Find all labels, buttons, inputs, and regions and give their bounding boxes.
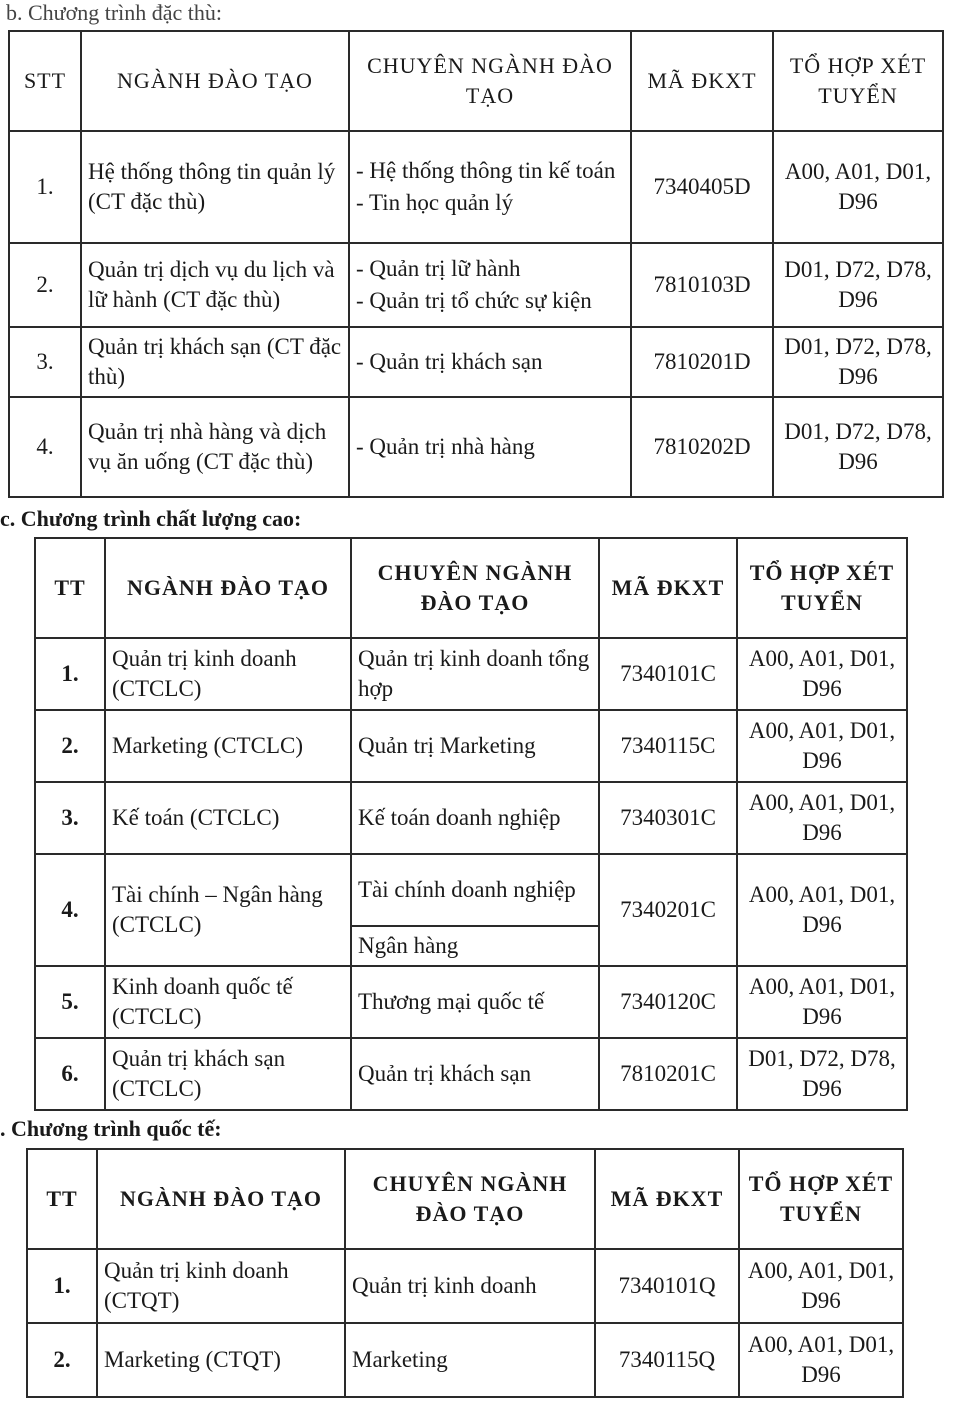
row-combination: D01, D72, D78, D96	[773, 243, 943, 327]
table-row	[9, 243, 943, 327]
row-specialization: Quản trị khách sạn	[351, 1038, 599, 1110]
table-row	[35, 1038, 907, 1110]
row-combination: A00, A01, D01, D96	[737, 638, 907, 710]
header-specialization: CHUYÊN NGÀNH ĐÀO TẠO	[349, 31, 631, 131]
row-code: 7340101C	[599, 638, 737, 710]
row-specialization: - Quản trị nhà hàng	[349, 397, 631, 497]
row-major: Quản trị kinh doanh (CTQT)	[97, 1249, 345, 1323]
table-header-row	[9, 31, 943, 131]
section-c-title: c. Chương trình chất lượng cao:	[0, 506, 302, 531]
specialization-item: - Quản trị lữ hành	[356, 256, 521, 281]
row-number: 5.	[35, 966, 105, 1038]
specialization-item: - Tin học quản lý	[356, 190, 514, 215]
row-major: Quản trị khách sạn (CTCLC)	[105, 1038, 351, 1110]
row-number: 2.	[9, 243, 81, 327]
row-number: 3.	[35, 782, 105, 854]
specialization-item: - Quản trị tổ chức sự kiện	[356, 288, 592, 313]
row-specialization: Quản trị kinh doanh	[345, 1249, 595, 1323]
section-b-title: b. Chương trình đặc thù:	[6, 0, 223, 25]
row-number: 2.	[35, 710, 105, 782]
table-row	[35, 966, 907, 1038]
row-number: 3.	[9, 327, 81, 397]
row-specialization: Quản trị Marketing	[351, 710, 599, 782]
row-specialization	[349, 131, 631, 243]
table-row	[35, 710, 907, 782]
table-row	[27, 1323, 903, 1397]
row-code: 7340120C	[599, 966, 737, 1038]
row-combination: D01, D72, D78, D96	[737, 1038, 907, 1110]
row-specialization: Marketing	[345, 1323, 595, 1397]
row-number: 2.	[27, 1323, 97, 1397]
row-major: Quản trị khách sạn (CT đặc thù)	[81, 327, 349, 397]
row-combination: A00, A01, D01, D96	[737, 854, 907, 966]
row-combination: A00, A01, D01, D96	[739, 1249, 903, 1323]
table-row	[35, 782, 907, 854]
header-major: NGÀNH ĐÀO TẠO	[97, 1149, 345, 1249]
row-combination: A00, A01, D01, D96	[737, 966, 907, 1038]
table-row	[35, 854, 907, 926]
table-header-row	[27, 1149, 903, 1249]
header-code: MÃ ĐKXT	[595, 1149, 739, 1249]
row-specialization	[349, 243, 631, 327]
table-row	[27, 1249, 903, 1323]
table-row	[9, 327, 943, 397]
header-major: NGÀNH ĐÀO TẠO	[105, 538, 351, 638]
header-major: NGÀNH ĐÀO TẠO	[81, 31, 349, 131]
table-row	[35, 638, 907, 710]
section-d-title: . Chương trình quốc tế:	[0, 1116, 222, 1141]
header-specialization: CHUYÊN NGÀNH ĐÀO TẠO	[345, 1149, 595, 1249]
row-code: 7810103D	[631, 243, 773, 327]
row-specialization: - Quản trị khách sạn	[349, 327, 631, 397]
table-header-row	[35, 538, 907, 638]
row-major: Quản trị kinh doanh (CTCLC)	[105, 638, 351, 710]
row-number: 6.	[35, 1038, 105, 1110]
header-tt: TT	[35, 538, 105, 638]
row-major: Hệ thống thông tin quản lý (CT đặc thù)	[81, 131, 349, 243]
row-number: 1.	[27, 1249, 97, 1323]
row-major: Kế toán (CTCLC)	[105, 782, 351, 854]
row-code: 7810201D	[631, 327, 773, 397]
header-combination: TỔ HỢP XÉT TUYỂN	[737, 538, 907, 638]
table-high-quality-programs	[34, 537, 908, 1111]
table-international-programs	[26, 1148, 904, 1398]
row-code: 7340405D	[631, 131, 773, 243]
row-code: 7340115Q	[595, 1323, 739, 1397]
row-number: 4.	[9, 397, 81, 497]
header-combination: TỔ HỢP XÉT TUYỂN	[773, 31, 943, 131]
row-major: Quản trị nhà hàng và dịch vụ ăn uống (CT đặc thù)	[81, 397, 349, 497]
row-number: 1.	[9, 131, 81, 243]
row-combination: A00, A01, D01, D96	[739, 1323, 903, 1397]
specialization-item: - Hệ thống thông tin kế toán	[356, 158, 616, 183]
row-major: Tài chính – Ngân hàng (CTCLC)	[105, 854, 351, 966]
header-combination: TỔ HỢP XÉT TUYỂN	[739, 1149, 903, 1249]
table-special-programs	[8, 30, 944, 498]
header-specialization: CHUYÊN NGÀNH ĐÀO TẠO	[351, 538, 599, 638]
table-row	[9, 397, 943, 497]
header-stt: STT	[9, 31, 81, 131]
row-major: Marketing (CTCLC)	[105, 710, 351, 782]
row-code: 7340301C	[599, 782, 737, 854]
row-number: 4.	[35, 854, 105, 966]
table-row	[9, 131, 943, 243]
header-code: MÃ ĐKXT	[599, 538, 737, 638]
row-major: Marketing (CTQT)	[97, 1323, 345, 1397]
header-tt: TT	[27, 1149, 97, 1249]
row-combination: A00, A01, D01, D96	[737, 710, 907, 782]
row-major: Kinh doanh quốc tế (CTCLC)	[105, 966, 351, 1038]
row-combination: D01, D72, D78, D96	[773, 397, 943, 497]
row-specialization: Tài chính doanh nghiệp	[351, 854, 599, 926]
row-code: 7340101Q	[595, 1249, 739, 1323]
row-code: 7810202D	[631, 397, 773, 497]
row-major: Quản trị dịch vụ du lịch và lữ hành (CT đặc thù)	[81, 243, 349, 327]
row-specialization: Thương mại quốc tế	[351, 966, 599, 1038]
row-combination: D01, D72, D78, D96	[773, 327, 943, 397]
row-number: 1.	[35, 638, 105, 710]
row-specialization: Quản trị kinh doanh tổng hợp	[351, 638, 599, 710]
row-combination: A00, A01, D01, D96	[773, 131, 943, 243]
row-combination: A00, A01, D01, D96	[737, 782, 907, 854]
header-code: MÃ ĐKXT	[631, 31, 773, 131]
row-specialization: Ngân hàng	[351, 926, 599, 966]
row-code: 7340115C	[599, 710, 737, 782]
row-specialization: Kế toán doanh nghiệp	[351, 782, 599, 854]
row-code: 7340201C	[599, 854, 737, 966]
row-code: 7810201C	[599, 1038, 737, 1110]
